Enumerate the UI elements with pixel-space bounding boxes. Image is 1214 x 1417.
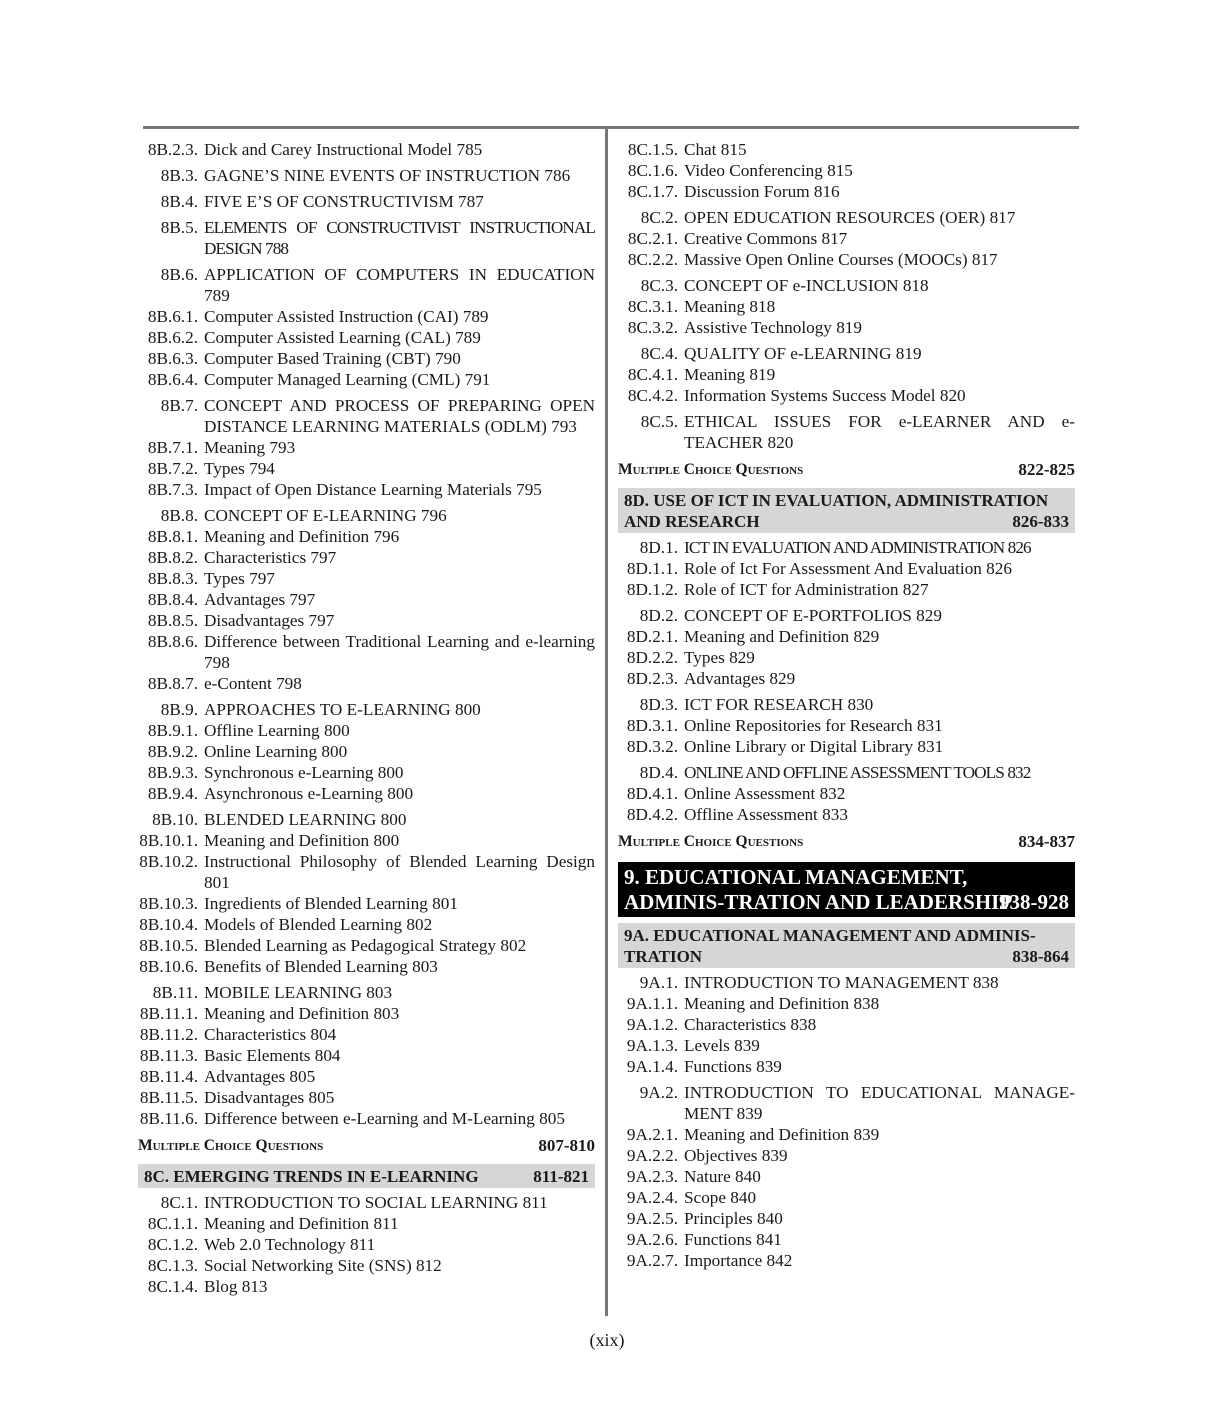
entry-number: 8C.4. bbox=[640, 344, 678, 363]
entry-number: 8C.1.2. bbox=[147, 1235, 198, 1254]
toc-entry bbox=[618, 343, 1075, 364]
entry-number: 8B.10.1. bbox=[139, 831, 198, 850]
entry-number: 8C.5. bbox=[640, 412, 678, 431]
entry-title: Instructional Philosophy of Blended Learning Design 801 bbox=[204, 852, 595, 892]
toc-entry bbox=[138, 1234, 595, 1255]
entry-title: APPLICATION OF COMPUTERS IN EDUCATION 789 bbox=[204, 265, 595, 305]
toc-entry bbox=[138, 327, 595, 348]
entry-number: 9A.2.7. bbox=[626, 1251, 678, 1270]
entry-title: Asynchronous e-Learning 800 bbox=[204, 784, 414, 803]
entry-title: Online Assessment 832 bbox=[684, 784, 846, 803]
entry-number: 8C.1.3. bbox=[147, 1256, 198, 1275]
entry-number: 9A.2.6. bbox=[626, 1230, 678, 1249]
toc-right-column bbox=[618, 139, 1075, 1271]
entry-number: 8B.8.7. bbox=[147, 674, 198, 693]
toc-entry bbox=[138, 589, 595, 610]
entry-title: BLENDED LEARNING 800 bbox=[204, 810, 407, 829]
entry-number: 8D.1. bbox=[639, 538, 678, 557]
toc-entry bbox=[618, 1208, 1075, 1229]
heading-title: 9. EDUCATIONAL MANAGEMENT, ADMINIS-TRATION AND LEADERSHIP bbox=[624, 865, 1013, 914]
entry-title: FIVE E’S OF CONSTRUCTIVISM 787 bbox=[204, 192, 484, 211]
entry-number: 9A.2.3. bbox=[626, 1167, 678, 1186]
entry-title: APPROACHES TO E-LEARNING 800 bbox=[204, 700, 481, 719]
toc-entry bbox=[618, 1250, 1075, 1271]
entry-number: 8B.6.1. bbox=[147, 307, 198, 326]
entry-number: 8D.1.1. bbox=[626, 559, 678, 578]
heading-title: 8C. EMERGING TRENDS IN E-LEARNING bbox=[144, 1167, 479, 1186]
toc-entry bbox=[138, 610, 595, 631]
toc-entry bbox=[138, 914, 595, 935]
toc-entry bbox=[618, 804, 1075, 825]
entry-number: 8B.6.2. bbox=[147, 328, 198, 347]
entry-number: 8B.10.2. bbox=[139, 852, 198, 871]
mcq-row bbox=[618, 831, 1075, 852]
entry-number: 9A.2.4. bbox=[626, 1188, 678, 1207]
entry-number: 8B.10.5. bbox=[139, 936, 198, 955]
toc-entry bbox=[138, 1192, 595, 1213]
toc-entry bbox=[138, 720, 595, 741]
mcq-label: Multiple Choice Questions bbox=[138, 1137, 324, 1154]
entry-number: 9A.1. bbox=[639, 973, 678, 992]
toc-entry bbox=[618, 972, 1075, 993]
entry-title: Meaning and Definition 839 bbox=[684, 1125, 880, 1144]
entry-title: Computer Assisted Instruction (CAI) 789 bbox=[204, 307, 489, 326]
entry-title: Principles 840 bbox=[684, 1209, 783, 1228]
toc-entry bbox=[618, 736, 1075, 757]
entry-title: Functions 839 bbox=[684, 1057, 782, 1076]
top-rule bbox=[143, 126, 1079, 129]
heading-pages: 811-821 bbox=[533, 1167, 589, 1186]
toc-entry bbox=[138, 699, 595, 720]
entry-number: 8B.11.3. bbox=[139, 1046, 198, 1065]
entry-title: Models of Blended Learning 802 bbox=[204, 915, 433, 934]
entry-number: 8C.1. bbox=[160, 1193, 198, 1212]
entry-number: 9A.2.1. bbox=[626, 1125, 678, 1144]
entry-number: 8D.4.2. bbox=[626, 805, 678, 824]
entry-title: Meaning and Definition 829 bbox=[684, 627, 880, 646]
heading-title: 9A. EDUCATIONAL MANAGEMENT AND ADMINIS-TRATION bbox=[624, 926, 1036, 966]
entry-title: Assistive Technology 819 bbox=[684, 318, 862, 337]
toc-entry bbox=[138, 1213, 595, 1234]
entry-number: 8B.7.1. bbox=[147, 438, 198, 457]
entry-number: 8B.2.3. bbox=[147, 140, 198, 159]
entry-title: MOBILE LEARNING 803 bbox=[204, 983, 393, 1002]
entry-number: 8C.1.1. bbox=[147, 1214, 198, 1233]
toc-entry bbox=[138, 762, 595, 783]
section-heading bbox=[618, 488, 1075, 533]
entry-number: 9A.2.5. bbox=[626, 1209, 678, 1228]
toc-entry bbox=[618, 1229, 1075, 1250]
toc-entry bbox=[618, 1166, 1075, 1187]
toc-entry bbox=[138, 741, 595, 762]
entry-title: Disadvantages 797 bbox=[204, 611, 335, 630]
entry-number: 8D.2.2. bbox=[626, 648, 678, 667]
toc-entry bbox=[138, 1024, 595, 1045]
toc-entry bbox=[618, 626, 1075, 647]
entry-title: Objectives 839 bbox=[684, 1146, 788, 1165]
toc-entry bbox=[138, 526, 595, 547]
entry-title: Scope 840 bbox=[684, 1188, 757, 1207]
entry-number: 8B.6.3. bbox=[147, 349, 198, 368]
entry-number: 8B.8.6. bbox=[147, 632, 198, 651]
toc-entry bbox=[138, 830, 595, 851]
toc-entry bbox=[618, 275, 1075, 296]
entry-title: Information Systems Success Model 820 bbox=[684, 386, 966, 405]
entry-title: ETHICAL ISSUES FOR e-LEARNER AND e-TEACHER 820 bbox=[684, 412, 1075, 452]
entry-title: Social Networking Site (SNS) 812 bbox=[204, 1256, 442, 1275]
toc-entry bbox=[138, 139, 595, 160]
toc-entry bbox=[138, 1066, 595, 1087]
toc-entry bbox=[138, 568, 595, 589]
entry-number: 8C.2.1. bbox=[627, 229, 678, 248]
entry-number: 8B.11.4. bbox=[139, 1067, 198, 1086]
entry-title: Levels 839 bbox=[684, 1036, 760, 1055]
entry-number: 8B.8.5. bbox=[147, 611, 198, 630]
toc-entry bbox=[138, 956, 595, 977]
entry-number: 8C.1.5. bbox=[627, 140, 678, 159]
entry-title: Online Learning 800 bbox=[204, 742, 348, 761]
toc-entry bbox=[138, 217, 595, 259]
toc-entry bbox=[138, 264, 595, 306]
entry-number: 8B.7.3. bbox=[147, 480, 198, 499]
entry-title: Meaning 818 bbox=[684, 297, 776, 316]
entry-number: 8B.11.2. bbox=[139, 1025, 198, 1044]
entry-title: Role of Ict For Assessment And Evaluation 826 bbox=[684, 559, 1012, 578]
entry-title: INTRODUCTION TO SOCIAL LEARNING 811 bbox=[204, 1193, 548, 1212]
entry-number: 8B.9.2. bbox=[147, 742, 198, 761]
toc-entry bbox=[618, 364, 1075, 385]
entry-number: 8B.5. bbox=[160, 218, 198, 237]
toc-entry bbox=[618, 296, 1075, 317]
toc-entry bbox=[138, 1108, 595, 1129]
mcq-pages: 807-810 bbox=[538, 1136, 595, 1155]
toc-entry bbox=[138, 631, 595, 673]
toc-entry bbox=[138, 1255, 595, 1276]
entry-number: 8B.7.2. bbox=[147, 459, 198, 478]
entry-title: INTRODUCTION TO MANAGEMENT 838 bbox=[684, 973, 999, 992]
entry-title: Web 2.0 Technology 811 bbox=[204, 1235, 376, 1254]
entry-title: CONCEPT OF e-INCLUSION 818 bbox=[684, 276, 929, 295]
entry-title: Difference between Traditional Learning and e-learning 798 bbox=[204, 632, 595, 672]
entry-title: Massive Open Online Courses (MOOCs) 817 bbox=[684, 250, 998, 269]
toc-entry bbox=[138, 1045, 595, 1066]
toc-entry bbox=[138, 1087, 595, 1108]
entry-title: Offline Assessment 833 bbox=[684, 805, 848, 824]
section-heading bbox=[138, 1164, 595, 1188]
toc-entry bbox=[618, 228, 1075, 249]
entry-number: 8B.11. bbox=[152, 983, 198, 1002]
toc-entry bbox=[618, 605, 1075, 626]
entry-title: Meaning and Definition 803 bbox=[204, 1004, 400, 1023]
section-heading bbox=[618, 923, 1075, 968]
toc-entry bbox=[618, 1014, 1075, 1035]
entry-title: Meaning 819 bbox=[684, 365, 776, 384]
entry-title: Role of ICT for Administration 827 bbox=[684, 580, 929, 599]
toc-entry bbox=[618, 1145, 1075, 1166]
entry-title: Basic Elements 804 bbox=[204, 1046, 341, 1065]
mcq-row bbox=[138, 1135, 595, 1156]
entry-number: 8B.8.3. bbox=[147, 569, 198, 588]
toc-entry bbox=[138, 165, 595, 186]
entry-number: 8C.4.2. bbox=[627, 386, 678, 405]
toc-entry bbox=[138, 783, 595, 804]
toc-entry bbox=[138, 547, 595, 568]
entry-number: 8B.9.1. bbox=[147, 721, 198, 740]
chapter-heading bbox=[618, 862, 1075, 917]
entry-title: CONCEPT AND PROCESS OF PREPARING OPEN DISTANCE LEARNING MATERIALS (ODLM) 793 bbox=[204, 396, 595, 436]
entry-title: Synchronous e-Learning 800 bbox=[204, 763, 404, 782]
toc-entry bbox=[618, 317, 1075, 338]
entry-number: 8B.6. bbox=[160, 265, 198, 284]
toc-entry bbox=[618, 411, 1075, 453]
entry-number: 8B.9. bbox=[160, 700, 198, 719]
entry-title: Meaning and Definition 796 bbox=[204, 527, 400, 546]
entry-title: Advantages 805 bbox=[204, 1067, 316, 1086]
heading-title: 8D. USE OF ICT IN EVALUATION, ADMINISTRATION AND RESEARCH bbox=[624, 491, 1049, 531]
entry-number: 8C.3.2. bbox=[627, 318, 678, 337]
toc-entry bbox=[138, 191, 595, 212]
toc-entry bbox=[618, 558, 1075, 579]
entry-number: 9A.1.4. bbox=[626, 1057, 678, 1076]
entry-number: 9A.1.1. bbox=[626, 994, 678, 1013]
entry-title: ICT IN EVALUATION AND ADMINISTRATION 826 bbox=[684, 538, 1031, 557]
entry-number: 8B.10.6. bbox=[139, 957, 198, 976]
entry-number: 8C.1.6. bbox=[627, 161, 678, 180]
entry-number: 8B.8.4. bbox=[147, 590, 198, 609]
toc-entry bbox=[618, 993, 1075, 1014]
entry-number: 8B.10. bbox=[152, 810, 198, 829]
entry-title: Discussion Forum 816 bbox=[684, 182, 840, 201]
toc-entry bbox=[138, 851, 595, 893]
entry-title: Characteristics 838 bbox=[684, 1015, 817, 1034]
entry-number: 8D.2.3. bbox=[626, 669, 678, 688]
toc-entry bbox=[618, 1056, 1075, 1077]
entry-title: Types 829 bbox=[684, 648, 755, 667]
entry-number: 9A.1.2. bbox=[626, 1015, 678, 1034]
toc-entry bbox=[138, 437, 595, 458]
entry-number: 8B.6.4. bbox=[147, 370, 198, 389]
entry-number: 8B.9.4. bbox=[147, 784, 198, 803]
entry-number: 8B.11.1. bbox=[139, 1004, 198, 1023]
entry-title: INTRODUCTION TO EDUCATIONAL MANAGE-MENT 839 bbox=[684, 1083, 1075, 1123]
page-number: (xix) bbox=[589, 1330, 625, 1350]
toc-entry bbox=[138, 369, 595, 390]
entry-title: Types 794 bbox=[204, 459, 275, 478]
entry-number: 8D.4.1. bbox=[626, 784, 678, 803]
entry-title: Ingredients of Blended Learning 801 bbox=[204, 894, 458, 913]
toc-entry bbox=[618, 385, 1075, 406]
entry-number: 8D.2. bbox=[639, 606, 678, 625]
entry-title: ELEMENTS OF CONSTRUCTIVIST INSTRUCTIONAL DESIGN 788 bbox=[204, 218, 595, 258]
entry-number: 8C.2.2. bbox=[627, 250, 678, 269]
entry-title: Blended Learning as Pedagogical Strategy 802 bbox=[204, 936, 527, 955]
toc-entry bbox=[618, 762, 1075, 783]
entry-title: Chat 815 bbox=[684, 140, 747, 159]
entry-number: 8C.3.1. bbox=[627, 297, 678, 316]
entry-number: 8B.3. bbox=[160, 166, 198, 185]
mcq-pages: 822-825 bbox=[1018, 460, 1075, 479]
toc-entry bbox=[138, 1276, 595, 1297]
entry-title: Meaning 793 bbox=[204, 438, 296, 457]
toc-entry bbox=[618, 181, 1075, 202]
toc-entry bbox=[138, 673, 595, 694]
entry-title: Difference between e-Learning and M-Learning 805 bbox=[204, 1109, 565, 1128]
entry-title: ONLINE AND OFFLINE ASSESSMENT TOOLS 832 bbox=[684, 763, 1031, 782]
entry-number: 8C.1.7. bbox=[627, 182, 678, 201]
toc-entry bbox=[138, 458, 595, 479]
toc-entry bbox=[138, 306, 595, 327]
toc-entry bbox=[138, 935, 595, 956]
column-divider bbox=[605, 128, 608, 1316]
heading-pages: 838-864 bbox=[1012, 947, 1069, 966]
entry-number: 8D.3. bbox=[639, 695, 678, 714]
entry-title: Online Repositories for Research 831 bbox=[684, 716, 943, 735]
toc-entry bbox=[618, 1124, 1075, 1145]
heading-pages: 938-928 bbox=[999, 890, 1069, 914]
entry-number: 8B.9.3. bbox=[147, 763, 198, 782]
entry-number: 8D.3.2. bbox=[626, 737, 678, 756]
entry-title: Advantages 797 bbox=[204, 590, 316, 609]
entry-number: 8D.1.2. bbox=[626, 580, 678, 599]
entry-number: 8B.4. bbox=[160, 192, 198, 211]
entry-title: Types 797 bbox=[204, 569, 275, 588]
entry-title: OPEN EDUCATION RESOURCES (OER) 817 bbox=[684, 208, 1016, 227]
toc-entry bbox=[618, 160, 1075, 181]
toc-entry bbox=[618, 249, 1075, 270]
entry-title: Meaning and Definition 811 bbox=[204, 1214, 399, 1233]
entry-number: 8C.3. bbox=[640, 276, 678, 295]
toc-entry bbox=[618, 537, 1075, 558]
toc-entry bbox=[618, 579, 1075, 600]
entry-title: GAGNE’S NINE EVENTS OF INSTRUCTION 786 bbox=[204, 166, 571, 185]
entry-number: 8B.8.1. bbox=[147, 527, 198, 546]
toc-entry bbox=[138, 395, 595, 437]
toc-entry bbox=[618, 1035, 1075, 1056]
entry-number: 9A.2.2. bbox=[626, 1146, 678, 1165]
toc-entry bbox=[138, 1003, 595, 1024]
entry-title: Disadvantages 805 bbox=[204, 1088, 335, 1107]
entry-number: 8B.8. bbox=[160, 506, 198, 525]
entry-title: Meaning and Definition 800 bbox=[204, 831, 400, 850]
entry-number: 8B.10.3. bbox=[139, 894, 198, 913]
entry-title: e-Content 798 bbox=[204, 674, 302, 693]
entry-title: Impact of Open Distance Learning Materials 795 bbox=[204, 480, 542, 499]
mcq-label: Multiple Choice Questions bbox=[618, 833, 804, 850]
toc-entry bbox=[618, 207, 1075, 228]
entry-title: Characteristics 804 bbox=[204, 1025, 337, 1044]
toc-entry bbox=[618, 668, 1075, 689]
entry-title: QUALITY OF e-LEARNING 819 bbox=[684, 344, 922, 363]
toc-entry bbox=[618, 694, 1075, 715]
toc-entry bbox=[618, 1082, 1075, 1124]
entry-number: 8B.8.2. bbox=[147, 548, 198, 567]
entry-number: 8D.3.1. bbox=[626, 716, 678, 735]
toc-entry bbox=[138, 348, 595, 369]
entry-title: Importance 842 bbox=[684, 1251, 793, 1270]
toc-entry bbox=[618, 715, 1075, 736]
heading-pages: 826-833 bbox=[1012, 512, 1069, 531]
entry-title: Computer Managed Learning (CML) 791 bbox=[204, 370, 491, 389]
entry-title: Computer Assisted Learning (CAL) 789 bbox=[204, 328, 481, 347]
entry-number: 8C.1.4. bbox=[147, 1277, 198, 1296]
entry-title: Creative Commons 817 bbox=[684, 229, 848, 248]
entry-title: Dick and Carey Instructional Model 785 bbox=[204, 140, 483, 159]
toc-entry bbox=[618, 647, 1075, 668]
entry-title: Functions 841 bbox=[684, 1230, 782, 1249]
entry-title: CONCEPT OF E-PORTFOLIOS 829 bbox=[684, 606, 942, 625]
toc-left-column bbox=[138, 139, 595, 1297]
entry-title: Benefits of Blended Learning 803 bbox=[204, 957, 438, 976]
entry-title: Advantages 829 bbox=[684, 669, 796, 688]
toc-entry bbox=[618, 783, 1075, 804]
mcq-row bbox=[618, 459, 1075, 480]
entry-title: Offline Learning 800 bbox=[204, 721, 350, 740]
entry-number: 9A.1.3. bbox=[626, 1036, 678, 1055]
mcq-label: Multiple Choice Questions bbox=[618, 461, 804, 478]
entry-title: Nature 840 bbox=[684, 1167, 761, 1186]
entry-number: 8D.2.1. bbox=[626, 627, 678, 646]
entry-title: Computer Based Training (CBT) 790 bbox=[204, 349, 461, 368]
entry-title: ICT FOR RESEARCH 830 bbox=[684, 695, 874, 714]
toc-entry bbox=[138, 479, 595, 500]
toc-entry bbox=[138, 982, 595, 1003]
entry-title: Blog 813 bbox=[204, 1277, 268, 1296]
entry-number: 8C.4.1. bbox=[627, 365, 678, 384]
entry-title: Online Library or Digital Library 831 bbox=[684, 737, 944, 756]
toc-entry bbox=[618, 139, 1075, 160]
entry-title: Meaning and Definition 838 bbox=[684, 994, 880, 1013]
toc-entry bbox=[618, 1187, 1075, 1208]
entry-number: 9A.2. bbox=[639, 1083, 678, 1102]
entry-number: 8B.10.4. bbox=[139, 915, 198, 934]
entry-number: 8B.11.5. bbox=[139, 1088, 198, 1107]
entry-title: Characteristics 797 bbox=[204, 548, 337, 567]
entry-number: 8B.11.6. bbox=[139, 1109, 198, 1128]
entry-number: 8D.4. bbox=[639, 763, 678, 782]
toc-entry bbox=[138, 893, 595, 914]
mcq-pages: 834-837 bbox=[1018, 832, 1075, 851]
entry-number: 8B.7. bbox=[160, 396, 198, 415]
entry-title: Video Conferencing 815 bbox=[684, 161, 853, 180]
entry-number: 8C.2. bbox=[640, 208, 678, 227]
toc-entry bbox=[138, 809, 595, 830]
entry-title: CONCEPT OF E-LEARNING 796 bbox=[204, 506, 447, 525]
toc-entry bbox=[138, 505, 595, 526]
